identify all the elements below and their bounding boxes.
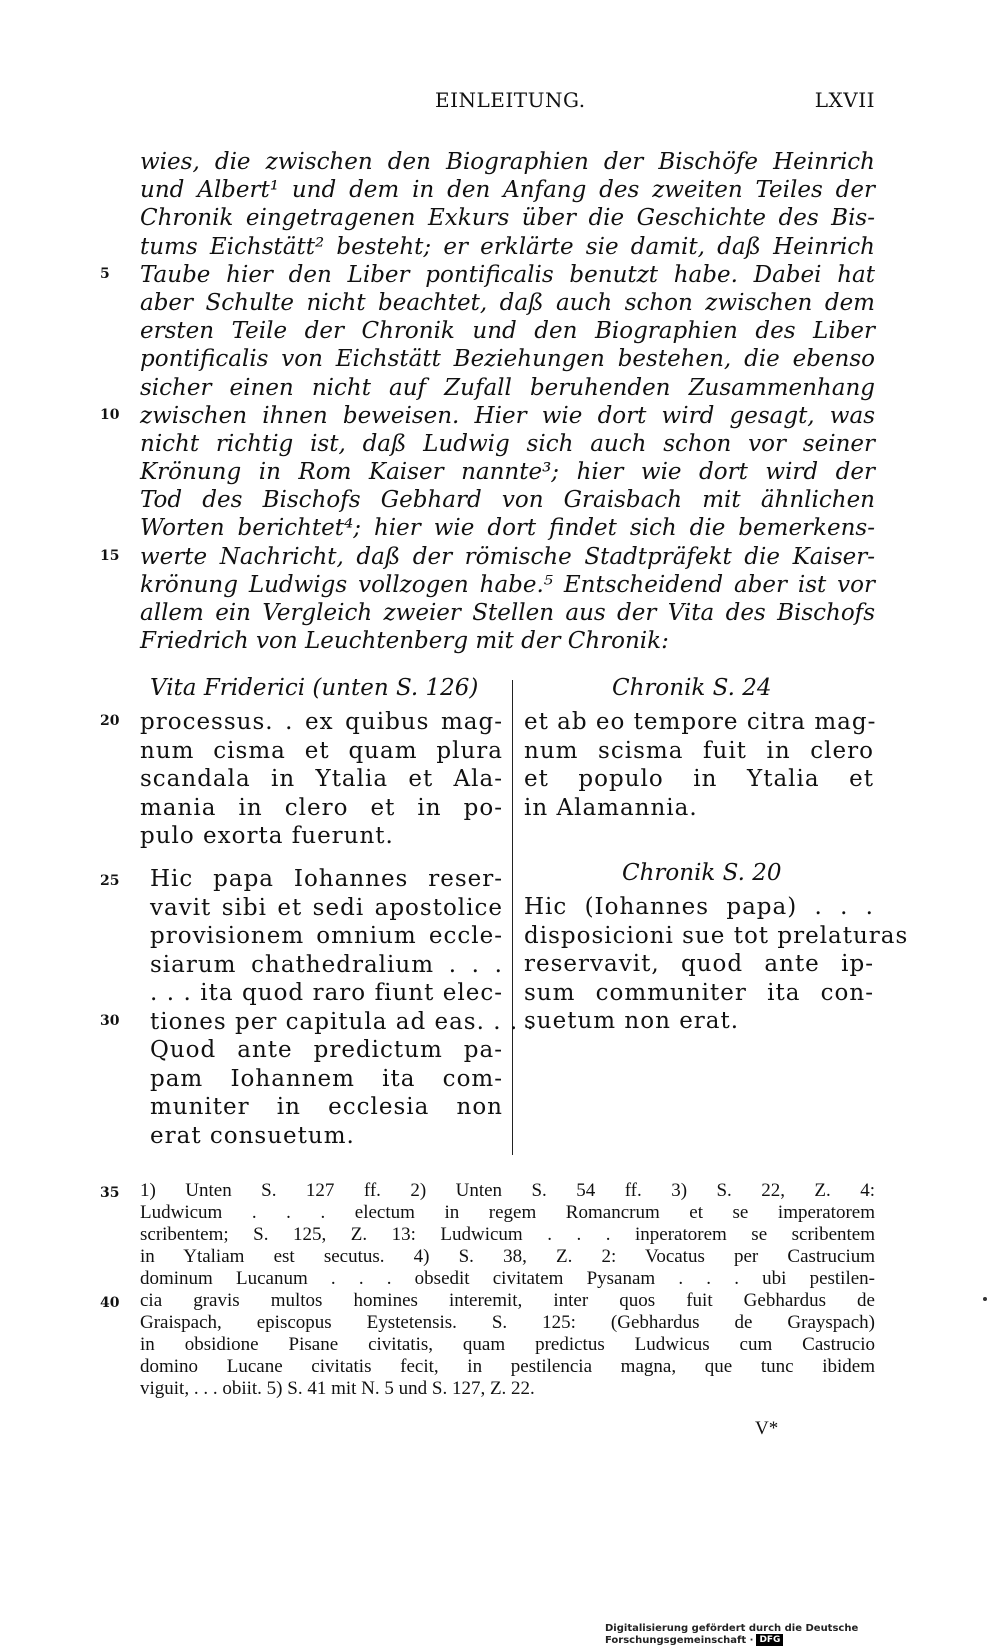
left-excerpt-1: [140, 708, 503, 851]
excerpt-line: siarum chathedralium . . .: [150, 951, 503, 978]
excerpt-line: pam Iohannem ita com-: [150, 1065, 503, 1092]
excerpt-line: num scisma fuit in clero: [524, 737, 874, 764]
line-number: 25: [100, 873, 120, 889]
body-line: Worten berichtet⁴; hier wie dort findet sich die bemerkens-: [140, 515, 875, 542]
body-line: Taube hier den Liber pontificalis benutzt habe. Dabei hat: [140, 261, 875, 288]
chapter-title: EINLEITUNG.: [435, 88, 586, 112]
excerpt-line: mania in clero et in po-: [140, 794, 503, 821]
body-line: Krönung in Rom Kaiser nannte³; hier wie dort wird der: [140, 459, 875, 486]
line-number: 5: [100, 266, 110, 282]
footnote-line: 1) Unten S. 127 ff. 2) Unten S. 54 ff. 3) S. 22, Z. 4:: [140, 1180, 875, 1201]
footnote-line: Ludwicum . . . electum in regem Romancrum et se imperatorem: [140, 1202, 875, 1223]
footnote-line: viguit, . . . obiit. 5) S. 41 mit N. 5 und S. 127, Z. 22.: [140, 1378, 535, 1399]
body-line: krönung Ludwigs vollzogen habe.⁵ Entscheidend aber ist vor: [140, 571, 875, 598]
line-number: 40: [100, 1295, 120, 1311]
page-number: LXVII: [814, 88, 875, 112]
right-column-heading: Chronik S. 24: [612, 675, 772, 701]
right-excerpt-2: [524, 893, 909, 1036]
line-number: 20: [100, 713, 120, 729]
body-line: allem ein Vergleich zweier Stellen aus der Vita des Bischofs: [140, 600, 875, 626]
footnote-line: cia gravis multos homines interemit, inter quos fuit Gebhardus de: [140, 1290, 875, 1311]
excerpt-line: et populo in Ytalia et: [524, 766, 874, 792]
body-line: zwischen ihnen beweisen. Hier wie dort wird gesagt, was: [140, 402, 875, 429]
right-excerpt-1: [524, 708, 877, 822]
line-number: 30: [100, 1013, 120, 1029]
line-number: 10: [100, 407, 120, 423]
body-line: aber Schulte nicht beachtet, daß auch schon zwischen dem: [140, 289, 875, 316]
footnote-line: domino Lucane civitatis fecit, in pestilencia magna, que tunc ibidem: [140, 1356, 875, 1377]
left-excerpt-2: [150, 865, 535, 1150]
footnote-line: in obsidione Pisane civitatis, quam predictus Ludwicus cum Castrucio: [140, 1334, 875, 1355]
line-number: 15: [100, 548, 120, 564]
dfg-logo: DFG: [756, 1634, 783, 1646]
footnote-line: dominum Lucanum . . . obsedit civitatem Pysanam . . . ubi pestilen-: [140, 1268, 875, 1289]
excerpt-line: Hic (Iohannes papa) . . .: [524, 894, 874, 920]
excerpt-line: erat consuetum.: [150, 1122, 355, 1149]
excerpt-line: muniter in ecclesia non: [150, 1094, 503, 1120]
body-paragraph: [140, 148, 875, 655]
excerpt-line: disposicioni sue tot prelaturas: [524, 922, 909, 949]
credit-text: Digitalisierung gefördert durch die Deutsche Forschungsgemeinschaft ·: [605, 1623, 859, 1646]
excerpt-line: num cisma et quam plura: [140, 737, 503, 764]
left-column-heading: Vita Friderici (unten S. 126): [150, 675, 479, 701]
footnote-line: in Ytaliam est secutus. 4) S. 38, Z. 2: Vocatus per Castrucium: [140, 1246, 875, 1267]
excerpt-line: reservavit, quod ante ip-: [524, 951, 874, 977]
excerpt-line: tiones per capitula ad eas. . . .: [150, 1008, 535, 1035]
body-line: ersten Teile der Chronik und den Biographien des Liber: [140, 318, 875, 345]
body-line: werte Nachricht, daß der römische Stadtpräfekt die Kaiser-: [140, 543, 875, 570]
body-line: Friedrich von Leuchtenberg mit der Chronik:: [140, 628, 669, 655]
signature-mark: V*: [755, 1418, 779, 1439]
excerpt-line: Hic papa Iohannes reser-: [150, 866, 503, 892]
excerpt-line: et ab eo tempore citra mag-: [524, 709, 877, 735]
line-number: 35: [100, 1185, 120, 1201]
right-column-heading-2: Chronik S. 20: [622, 860, 782, 886]
excerpt-line: scandala in Ytalia et Ala-: [140, 766, 503, 792]
body-line: pontificalis von Eichstätt Beziehungen bestehen, die ebenso: [140, 346, 875, 373]
excerpt-line: vavit sibi et sedi apostolice: [150, 894, 503, 921]
stray-mark: [983, 1297, 987, 1301]
excerpt-line: Quod ante predictum pa-: [150, 1037, 503, 1063]
body-line: sicher einen nicht auf Zufall beruhenden Zusammenhang: [140, 374, 875, 401]
running-header: [140, 88, 875, 118]
body-line: wies, die zwischen den Biographien der Bischöfe Heinrich: [140, 149, 875, 175]
excerpt-line: pulo exorta fuerunt.: [140, 823, 394, 849]
body-line: Chronik eingetragenen Exkurs über die Geschichte des Bis-: [140, 205, 875, 232]
body-line: tums Eichstätt² besteht; er erklärte sie damit, daß Heinrich: [140, 233, 875, 260]
body-line: Tod des Bischofs Gebhard von Graisbach mit ähnlichen: [140, 487, 875, 514]
column-divider: [512, 680, 513, 1155]
excerpt-line: suetum non erat.: [524, 1008, 740, 1034]
excerpt-line: sum communiter ita con-: [524, 979, 874, 1006]
excerpt-line: . . . ita quod raro fiunt elec-: [150, 980, 503, 1006]
excerpt-line: in Alamannia.: [524, 794, 698, 821]
footnote-line: Graispach, episcopus Eystetensis. S. 125: (Gebhardus de Grayspach): [140, 1312, 875, 1333]
footnotes: [140, 1180, 875, 1400]
body-line: nicht richtig ist, daß Ludwig sich auch schon vor seiner: [140, 430, 875, 457]
body-line: und Albert¹ und dem in den Anfang des zweiten Teiles der: [140, 177, 875, 204]
digitization-credit: [605, 1623, 995, 1646]
footnote-line: scribentem; S. 125, Z. 13: Ludwicum . . . inperatorem se scribentem: [140, 1224, 875, 1245]
excerpt-line: processus. . ex quibus mag-: [140, 709, 503, 735]
excerpt-line: provisionem omnium eccle-: [150, 923, 503, 949]
